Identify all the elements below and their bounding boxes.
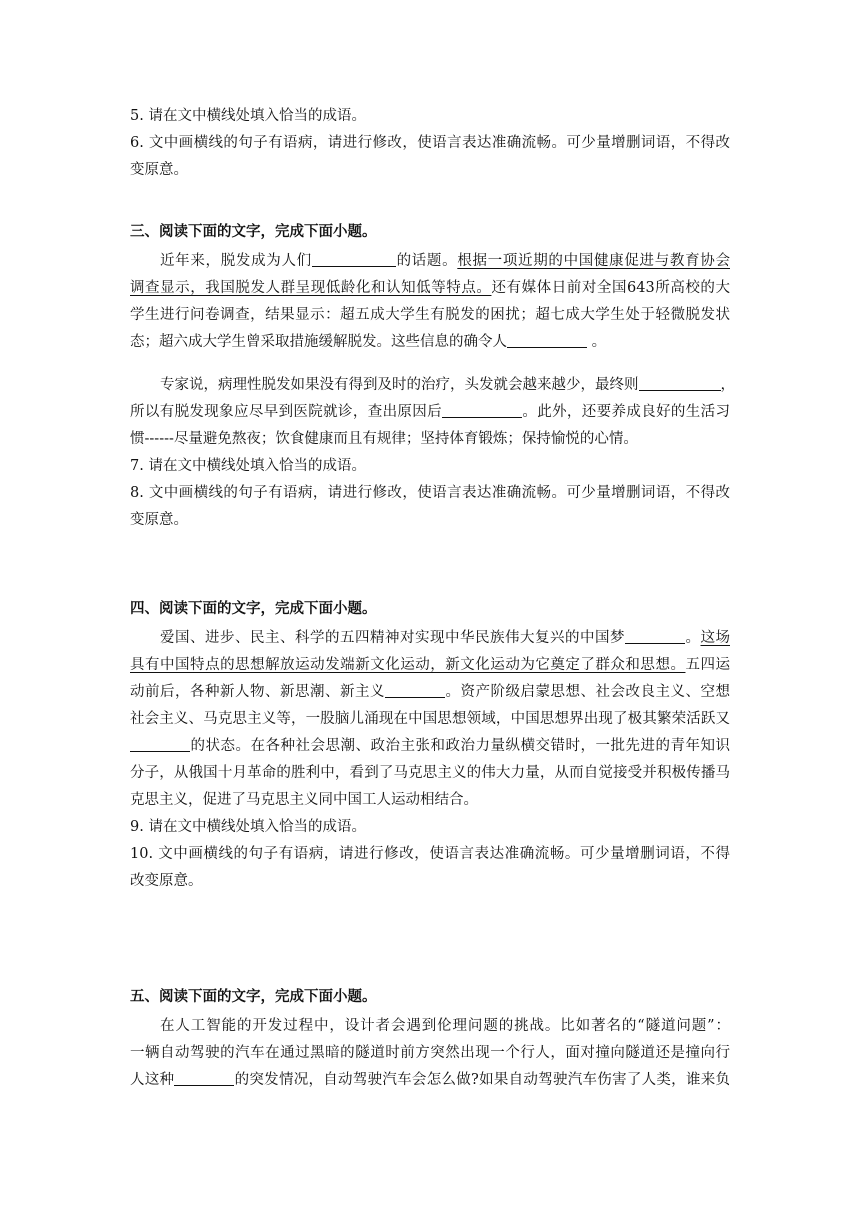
s4-line-1: 爱国、进步、民主、科学的五四精神对实现中华民族伟大复兴的中国梦 。这场	[160, 630, 730, 646]
s3-p2-line-1: 专家说，病理性脱发如果没有得到及时的治疗，头发就会越来越少，最终则 ，	[160, 377, 735, 393]
s4-line-4: 社会主义、马克思主义等，一股脑儿涌现在中国思想领域，中国思想界出现了极其繁荣活跃又	[130, 711, 730, 727]
section-3-heading: 三、阅读下面的文字，完成下面小题。	[130, 223, 377, 240]
question-6-line-1: 6. 文中画横线的句子有语病，请进行修改，使语言表达准确流畅。可少量增删词语，不得改	[130, 135, 730, 151]
answer-blank	[442, 402, 522, 418]
s4-line-5: 的状态。在各种社会思潮、政治主张和政治力量纵横交错时，一批先进的青年知识	[130, 734, 730, 758]
question-10-line-1: 10. 文中画横线的句子有语病，请进行修改，使语言表达准确流畅。可少量增删词语，不得	[130, 846, 730, 862]
answer-blank	[639, 375, 721, 391]
s4-line-2: 具有中国特点的思想解放运动发端新文化运动，新文化运动为它奠定了群众和思想。五四运	[130, 657, 731, 673]
question-8-line-2: 变原意。	[130, 512, 188, 528]
answer-blank	[174, 1070, 234, 1086]
s5-line-1: 在人工智能的开发过程中，设计者会遇到伦理问题的挑战。比如著名的“隧道问题”：	[160, 1018, 730, 1034]
underlined-sentence: 具有中国特点的思想解放运动发端新文化运动，新文化运动为它奠定了群众和思想。	[130, 657, 686, 673]
answer-blank	[130, 736, 190, 752]
s3-p1-line-3: 学生进行问卷调查，结果显示：超五成大学生有脱发的困扰；超七成大学生处于轻微脱发状	[130, 307, 730, 323]
s5-line-3: 人这种 的突发情况，自动驾驶汽车会怎么做?如果自动驾驶汽车伤害了人类，谁来负	[130, 1072, 731, 1088]
s4-line-6: 分子，从俄国十月革命的胜利中，看到了马克思主义的伟大力量，从而自觉接受并积极传播马	[130, 765, 730, 781]
question-8-line-1: 8. 文中画横线的句子有语病，请进行修改，使语言表达准确流畅。可少量增删词语，不得改	[130, 485, 730, 501]
question-10-line-2: 改变原意。	[130, 873, 203, 889]
underlined-sentence: 这场	[700, 630, 730, 646]
question-7: 7. 请在文中横线处填入恰当的成语。	[130, 458, 366, 474]
answer-blank	[385, 682, 445, 698]
underlined-sentence: 调查显示，我国脱发人群呈现低龄化和认知低等特点。	[130, 280, 492, 296]
answer-blank	[312, 251, 396, 267]
answer-blank	[507, 332, 587, 348]
section-5-heading: 五、阅读下面的文字，完成下面小题。	[130, 988, 377, 1005]
section-4-heading: 四、阅读下面的文字，完成下面小题。	[130, 600, 377, 617]
answer-blank	[625, 628, 685, 644]
question-6-line-2: 变原意。	[130, 162, 188, 178]
s3-p2-line-2: 所以有脱发现象应尽早到医院就诊，查出原因后 。此外，还要养成良好的生活习	[130, 404, 730, 420]
underlined-sentence: 根据一项近期的中国健康促进与教育协会	[457, 253, 730, 269]
question-9: 9. 请在文中横线处填入恰当的成语。	[130, 819, 366, 835]
s3-p1-line-1: 近年来，脱发成为人们 的话题。根据一项近期的中国健康促进与教育协会	[160, 253, 730, 269]
s3-p1-line-4: 态；超六成大学生曾采取措施缓解脱发。这些信息的确令人 。	[130, 334, 607, 350]
s3-p1-line-2: 调查显示，我国脱发人群呈现低龄化和认知低等特点。还有媒体日前对全国643所高校的大	[130, 280, 730, 296]
s3-p2-line-3: 惯------尽量避免熬夜；饮食健康而且有规律；坚持体育锻炼；保持愉悦的心情。	[130, 431, 638, 447]
question-5: 5. 请在文中横线处填入恰当的成语。	[130, 108, 366, 124]
s4-line-3: 动前后，各种新人物、新思潮、新主义 。资产阶级启蒙思想、社会改良主义、空想	[130, 684, 730, 700]
s4-line-7: 克思主义，促进了马克思主义同中国工人运动相结合。	[130, 792, 478, 808]
s5-line-2: 一辆自动驾驶的汽车在通过黑暗的隧道时前方突然出现一个行人，面对撞向隧道还是撞向行	[130, 1045, 730, 1061]
